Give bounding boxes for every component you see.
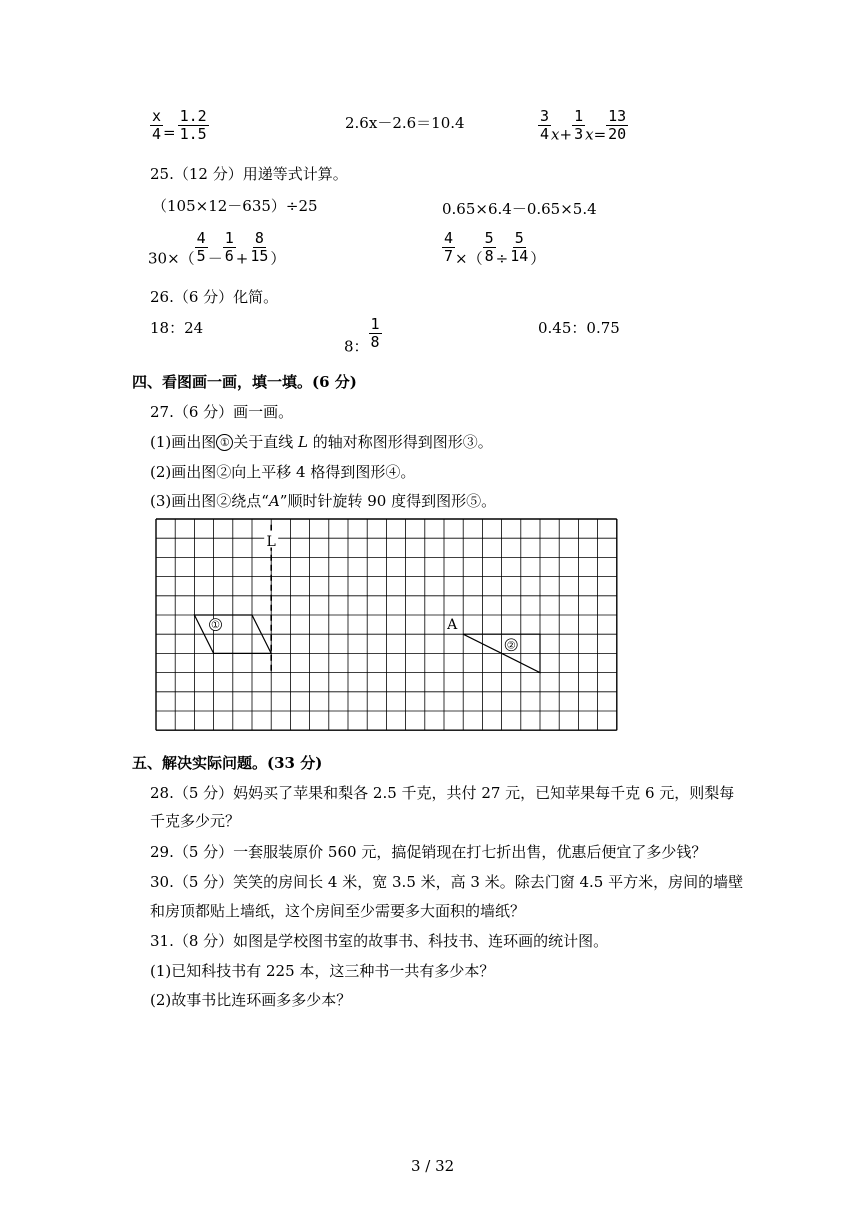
q26-e2-num: 1 — [370, 315, 380, 333]
eq3-x2: x — [585, 125, 594, 144]
q27-3-circ-1: ② — [216, 492, 232, 510]
q28-line-2: 千克多少元？ — [150, 812, 241, 830]
shape-1-label: ① — [211, 620, 221, 632]
q26-e2-pre: 8： — [344, 337, 369, 356]
q30-line-2: 和房顶都贴上墙纸，这个房间至少需要多大面积的墙纸？ — [150, 902, 526, 920]
q25-e3-c-den: 15 — [250, 247, 269, 265]
q25-expr-2: 0.65×6.4－0.65×5.4 — [442, 200, 597, 218]
q27-1-end: 。 — [477, 433, 493, 451]
point-label-A: A — [447, 617, 458, 634]
q27-1-var: L — [298, 433, 308, 451]
grid-figure — [150, 515, 620, 745]
eq1-lhs-num: x — [152, 107, 162, 125]
eq3-f1-den: 4 — [540, 125, 550, 143]
q27-2-end: 。 — [400, 463, 416, 481]
eq1-lhs-den: 4 — [152, 125, 162, 143]
q25-e3-a-den: 5 — [196, 247, 206, 265]
q25-e3-post: ） — [270, 249, 286, 268]
eq3-rhs-num: 13 — [608, 107, 627, 125]
q27-item-1 — [150, 431, 493, 452]
q26-expr-1: 18：24 — [150, 319, 204, 337]
q27-3-end: 。 — [481, 492, 497, 510]
q25-e4-post: ） — [530, 249, 546, 268]
q27-3-pre: (3)画出图 — [150, 492, 217, 510]
q25-expr-4 — [442, 230, 545, 269]
q31-part-1: (1)已知科技书有 225 本，这三种书一共有多少本？ — [150, 962, 495, 980]
q27-item-3 — [150, 490, 496, 511]
q25-e3-plus: + — [235, 249, 249, 268]
q25-e4-div: ÷ — [495, 249, 509, 268]
q29: 29.（5 分）一套服装原价 560 元，搞促销现在打七折出售，优惠后便宜了多少钱？ — [150, 843, 707, 861]
q25-e3-b-num: 1 — [224, 229, 234, 247]
q27-2-circ-1: ② — [216, 463, 232, 481]
equation-2: 2.6x－2.6＝10.4 — [345, 114, 465, 132]
q27-1-mid: 关于直线 — [233, 433, 299, 451]
q27-1-post: 的轴对称图形得到图形 — [308, 433, 463, 451]
eq3-x1: x — [551, 125, 560, 144]
eq3-f1-num: 3 — [540, 107, 550, 125]
q27-item-2 — [150, 461, 415, 482]
equation-3 — [538, 108, 628, 144]
page-number: 3 / 32 — [411, 1157, 455, 1175]
eq1-equals: = — [163, 123, 176, 142]
q25-e4-a-den: 7 — [444, 247, 454, 265]
q27-3-post: ”顺时针旋转 90 度得到图形 — [279, 492, 467, 510]
q25-e3-minus: － — [207, 249, 223, 268]
q25-e4-c-num: 5 — [514, 229, 524, 247]
q27-3-var: A — [268, 492, 280, 510]
eq1-rhs-num: 1.2 — [179, 107, 207, 125]
q26-e2-den: 8 — [370, 333, 380, 351]
shape-2-label: ② — [506, 640, 516, 652]
q27-1-circ-1: ① — [216, 434, 233, 451]
q27-1-pre: (1)画出图 — [150, 433, 217, 451]
q25-e4-times: ×（ — [455, 249, 483, 268]
q25-title: 25.（12 分）用递等式计算。 — [150, 165, 348, 183]
eq3-equals: = — [593, 125, 607, 144]
eq3-f2-num: 1 — [574, 107, 584, 125]
q28-line-1: 28.（5 分）妈妈买了苹果和梨各 2.5 千克，共付 27 元，已知苹果每千克 6 元，则梨每 — [150, 784, 735, 802]
eq3-f2-den: 3 — [574, 125, 584, 143]
q27-2-circ-2: ④ — [385, 463, 401, 481]
q25-expr-1: （105×12－635）÷25 — [152, 197, 318, 215]
axis-label-L: L — [266, 533, 276, 550]
q25-expr-3 — [148, 230, 285, 269]
equation-1 — [150, 108, 209, 143]
q27-2-pre: (2)画出图 — [150, 463, 217, 481]
eq1-rhs-den: 1.5 — [179, 125, 207, 143]
q26-expr-3: 0.45：0.75 — [538, 319, 620, 337]
q31: 31.（8 分）如图是学校图书室的故事书、科技书、连环画的统计图。 — [150, 932, 609, 950]
section-5-heading: 五、解决实际问题。(33 分) — [132, 754, 323, 772]
q25-e4-a-num: 4 — [444, 229, 454, 247]
q25-e4-b-den: 8 — [484, 247, 494, 265]
q27-2-mid: 向上平移 4 格得到图形 — [231, 463, 386, 481]
q25-e3-c-num: 8 — [254, 229, 264, 247]
q31-part-2: (2)故事书比连环画多多少本？ — [150, 991, 352, 1009]
q27-3-circ-2: ⑤ — [466, 492, 482, 510]
eq3-plus: + — [559, 125, 573, 144]
eq3-rhs-den: 20 — [608, 125, 627, 143]
q26-expr-2 — [344, 316, 382, 357]
q25-e3-a-num: 4 — [196, 229, 206, 247]
q25-e3-b-den: 6 — [224, 247, 234, 265]
q26-title: 26.（6 分）化简。 — [150, 288, 279, 306]
q25-e4-c-den: 14 — [510, 247, 529, 265]
q27-3-mid: 绕点“ — [231, 492, 269, 510]
section-4-heading: 四、看图画一画，填一填。(6 分) — [132, 373, 357, 391]
grid-lines — [156, 519, 617, 730]
q25-e3-pre: 30×（ — [148, 249, 195, 268]
q30-line-1: 30.（5 分）笑笑的房间长 4 米，宽 3.5 米，高 3 米。除去门窗 4.5 平方米，房间的墙壁 — [150, 873, 744, 891]
q27-1-circ-2: ③ — [462, 433, 478, 451]
q27-title: 27.（6 分）画一画。 — [150, 403, 294, 421]
q25-e4-b-num: 5 — [484, 229, 494, 247]
